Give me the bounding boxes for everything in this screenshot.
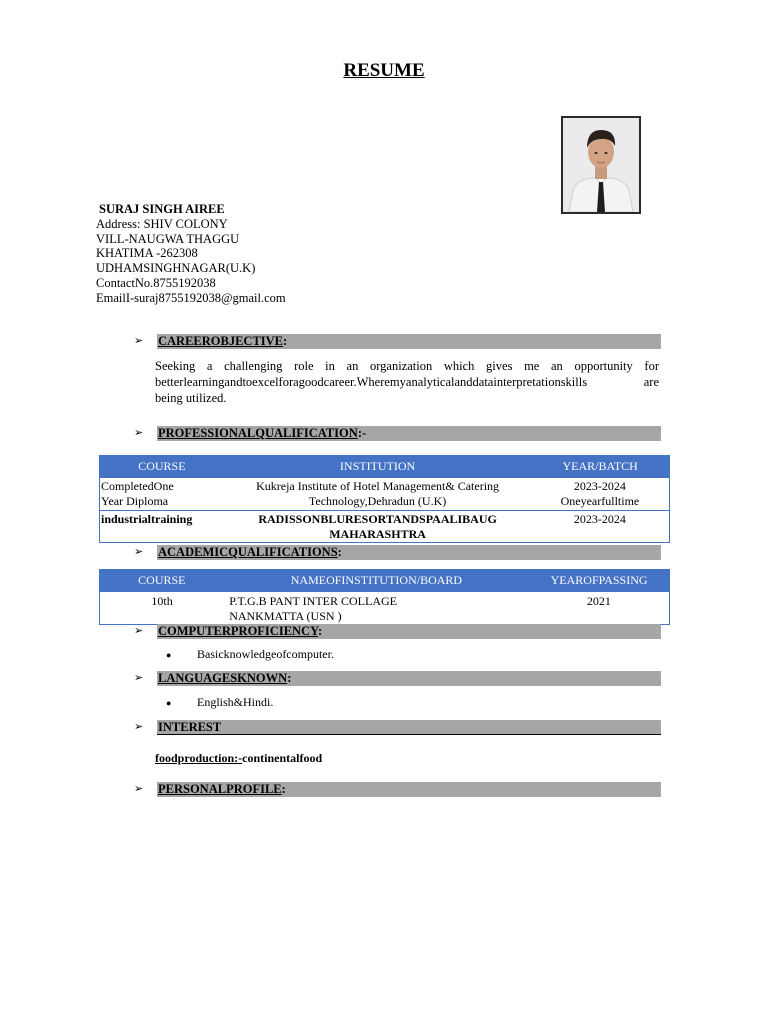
profile-photo <box>561 116 641 214</box>
arrow-bullet-icon: ➢ <box>134 783 144 795</box>
email-address: EmailI-suraj8755192038@gmail.com <box>96 290 286 305</box>
section-heading: INTEREST <box>158 720 222 734</box>
candidate-name: SURAJ SINGH AIREE <box>99 202 225 216</box>
table-row: CompletedOne Year Diploma Kukreja Institute of Hotel Management& Catering Technology,Dehradun (U.K) 2023-2024 Oneyearfulltime <box>100 478 670 511</box>
section-languages-known: ➢ LANGUAGESKNOWN: <box>134 671 661 686</box>
academic-qualification-table <box>99 569 670 625</box>
arrow-bullet-icon: ➢ <box>134 625 144 637</box>
table-header-row <box>100 456 670 478</box>
arrow-bullet-icon: ➢ <box>134 427 144 439</box>
section-professional-qualification: ➢ PROFESSIONALQUALIFICATION:- <box>134 426 661 441</box>
table-header: YEAR/BATCH <box>531 456 670 478</box>
section-heading: LANGUAGESKNOWN <box>158 671 288 685</box>
contact-number: ContactNo.8755192038 <box>96 275 216 290</box>
resume-title: RESUME <box>343 60 425 81</box>
section-career-objective: ➢ CAREEROBJECTIVE: <box>134 334 661 349</box>
table-header: NAMEOFINSTITUTION/BOARD <box>224 570 528 592</box>
arrow-bullet-icon: ➢ <box>134 672 144 684</box>
arrow-bullet-icon: ➢ <box>134 721 144 733</box>
contact-block <box>96 202 286 306</box>
section-computer-proficiency: ➢ COMPUTERPROFICIENCY: <box>134 624 661 639</box>
career-objective-text: Seeking a challenging role in an organization which gives me an opportunity for betterlearningandtoexcelforagoodcareer.Wheremyanalyticalanddatainterpretationskills are being utilized. <box>155 359 659 405</box>
interest-item: foodproduction:-continentalfood <box>155 751 323 765</box>
table-header: INSTITUTION <box>224 456 531 478</box>
arrow-bullet-icon: ➢ <box>134 335 144 347</box>
section-academic-qualifications: ➢ ACADEMICQUALIFICATIONS: <box>134 545 661 560</box>
section-heading: CAREEROBJECTIVE <box>158 334 284 348</box>
section-heading: COMPUTERPROFICIENCY <box>158 624 318 638</box>
list-item: ● Basicknowledgeofcomputer. <box>166 647 334 661</box>
bullet-dot-icon: ● <box>166 698 172 708</box>
address-line: KHATIMA -262308 <box>96 246 198 261</box>
bullet-dot-icon: ● <box>166 650 172 660</box>
table-header: COURSE <box>100 570 225 592</box>
address-line: Address: SHIV COLONY <box>96 216 228 231</box>
professional-qualification-table <box>99 455 670 543</box>
section-heading: ACADEMICQUALIFICATIONS <box>158 545 338 559</box>
section-heading: PERSONALPROFILE <box>158 782 282 796</box>
table-header: YEAROFPASSING <box>529 570 670 592</box>
address-line: VILL-NAUGWA THAGGU <box>96 231 240 246</box>
section-personal-profile: ➢ PERSONALPROFILE: <box>134 782 661 797</box>
arrow-bullet-icon: ➢ <box>134 546 144 558</box>
table-row: 10th P.T.G.B PANT INTER COLLAGE NANKMATTA (USN ) 2021 <box>100 592 670 625</box>
person-photo-icon <box>563 118 639 212</box>
section-interest <box>134 720 661 735</box>
table-header-row <box>100 570 670 592</box>
list-item: ● English&Hindi. <box>166 695 274 709</box>
section-heading: PROFESSIONALQUALIFICATION <box>158 426 358 440</box>
table-header: COURSE <box>100 456 225 478</box>
table-row: industrialtraining RADISSONBLURESORTANDSPAALIBAUG MAHARASHTRA 2023-2024 <box>100 511 670 543</box>
address-line: UDHAMSINGHNAGAR(U.K) <box>96 261 256 276</box>
